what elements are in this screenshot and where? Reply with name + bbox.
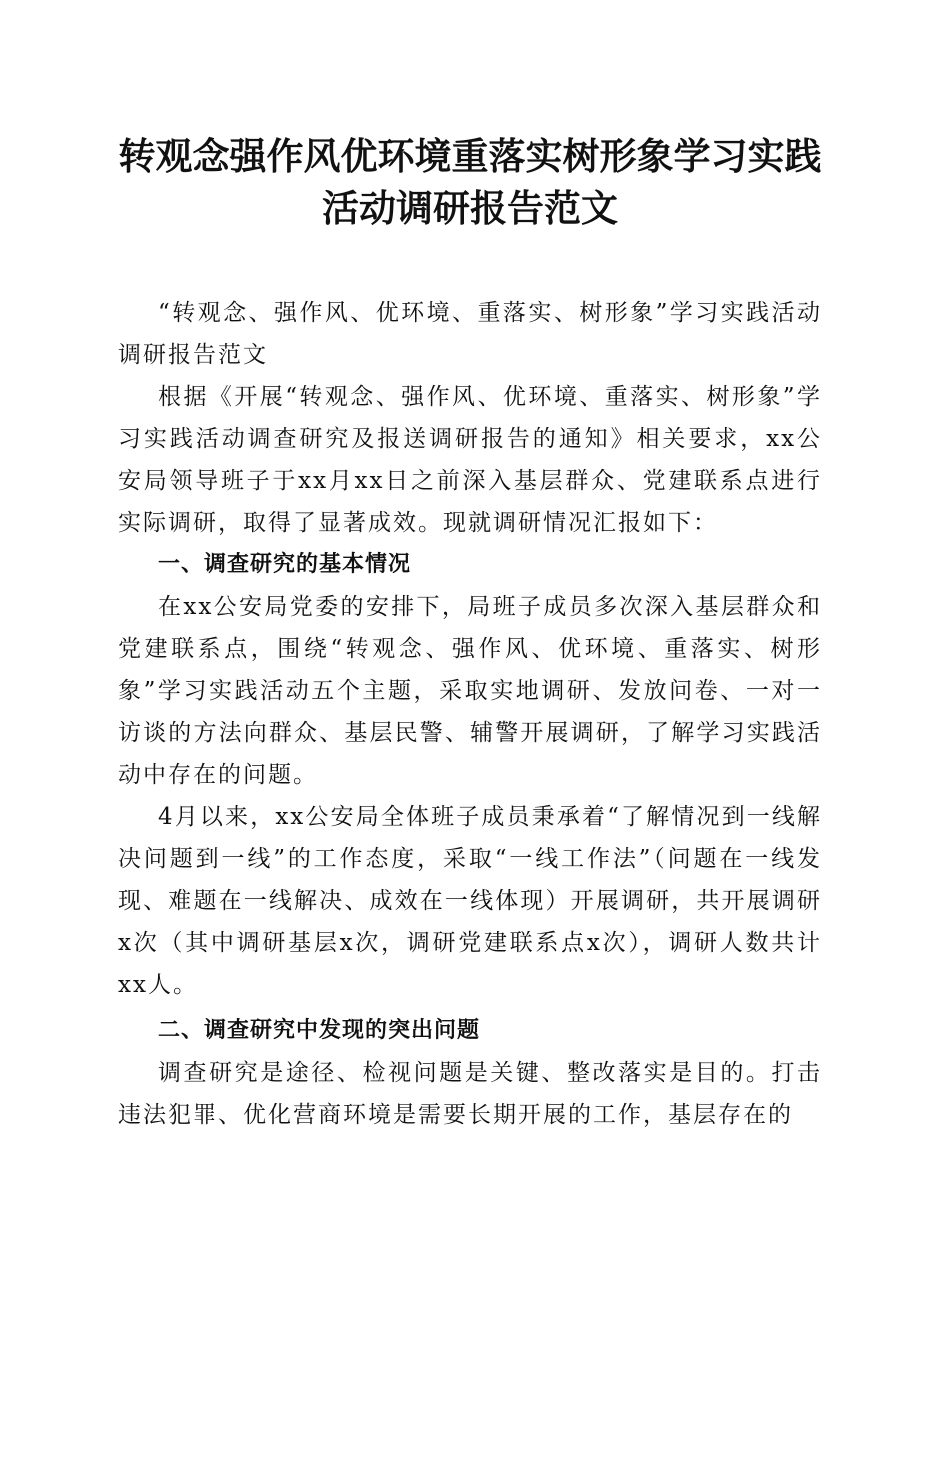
paragraph-arrangement: 在xx公安局党委的安排下，局班子成员多次深入基层群众和党建联系点，围绕“转观念、强作风、优环境、重落实、树形象”学习实践活动五个主题，采取实地调研、发放问卷、一对一访谈的方法向群众、基层民警、辅警开展调研，了解学习实践活动中存在的问题。 [118,594,822,788]
section-heading-prominent-issues: 二、调查研究中发现的突出问题 [158,1018,481,1043]
paragraph-since-april: 4月以来，xx公安局全体班子成员秉承着“了解情况到一线解决问题到一线”的工作态度，采取“一线工作法”（问题在一线发现、难题在一线解决、成效在一线体现）开展调研，共开展调研x次（其中调研基层x次，调研党建联系点x次），调研人数共计xx人。 [118,804,822,998]
document-page [0,130,950,1474]
document-body [118,292,822,1136]
paragraph-research-approach: 调查研究是途径、检视问题是关键、整改落实是目的。打击违法犯罪、优化营商环境是需要长期开展的工作，基层存在的 [118,1060,822,1128]
section-heading-basic-situation: 一、调查研究的基本情况 [158,552,412,577]
paragraph-notice: 根据《开展“转观念、强作风、优环境、重落实、树形象”学习实践活动调查研究及报送调研报告的通知》相关要求，xx公安局领导班子于xx月xx日之前深入基层群众、党建联系点进行实际调研，取得了显著成效。现就调研情况汇报如下： [118,384,822,536]
paragraph-intro-title: “转观念、强作风、优环境、重落实、树形象”学习实践活动调研报告范文 [118,300,822,368]
document-title: 转观念强作风优环境重落实树形象学习实践活动调研报告范文 [118,134,822,230]
